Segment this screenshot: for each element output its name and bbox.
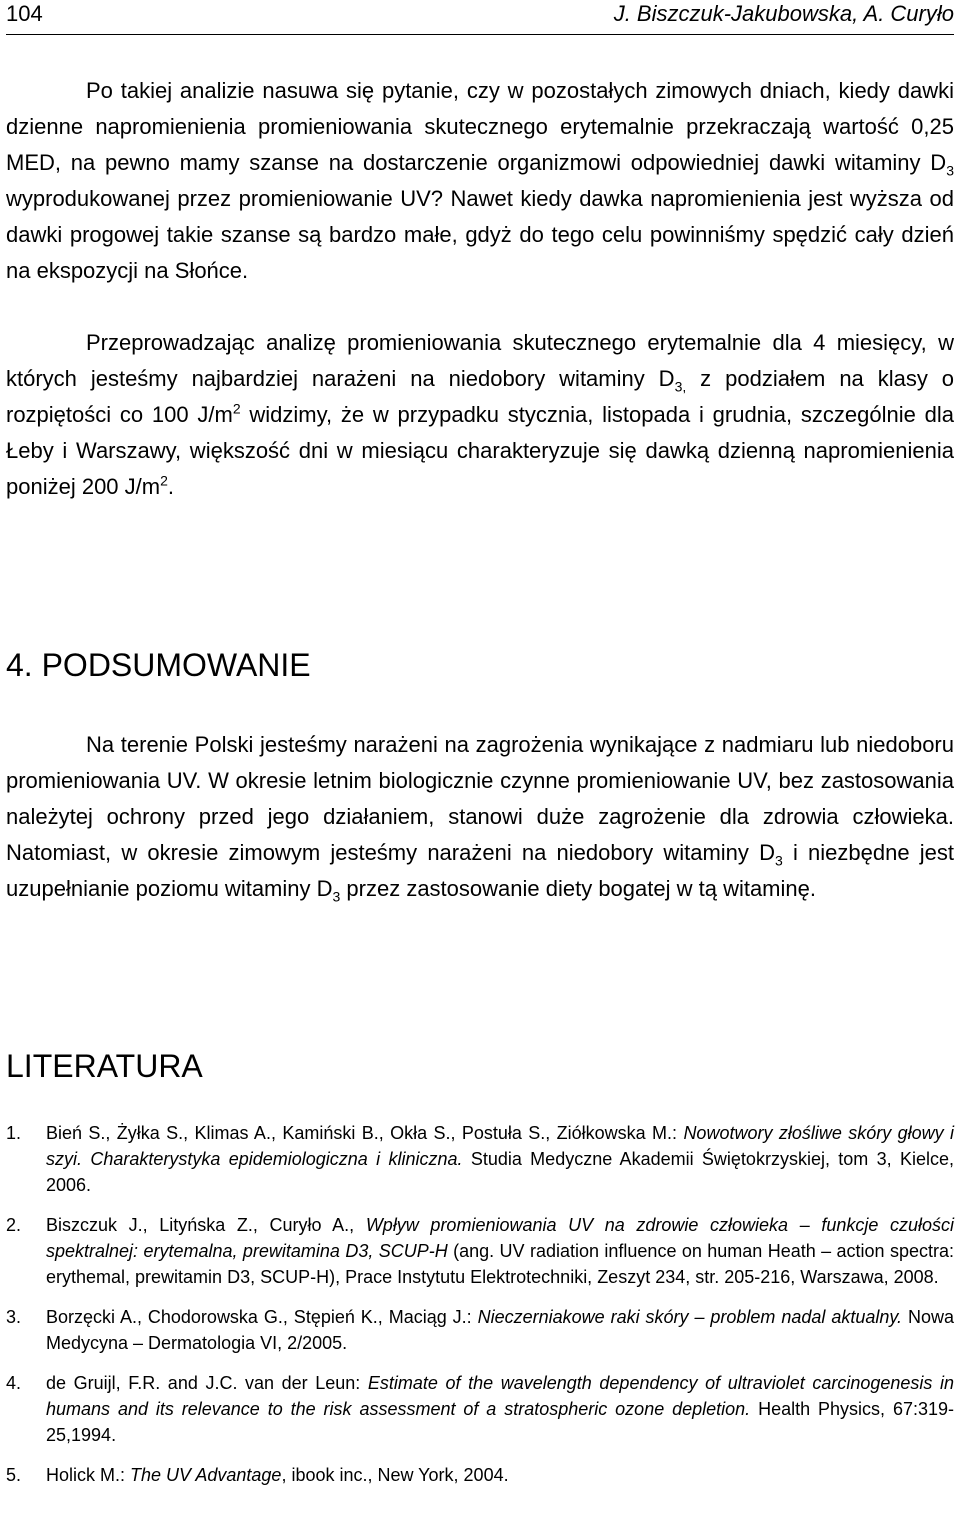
reference-source: Health Physics, 67:319-25,1994. [46, 1399, 954, 1445]
page-number: 104 [6, 1, 43, 26]
text: Po takiej analizie nasuwa się pytanie, czy w pozostałych zimowych dniach, kiedy dawki dzienne napromienienia promieniowania skutecznego erytemalnie przekraczają wartość 0,25 MED, na pewno mamy szanse na dostarczenie organizmowi odpowiedniej dawki witaminy D [6, 78, 954, 175]
reference-list [6, 1120, 954, 1502]
reference-source: (ang. UV radiation influence on human Heath – action spectra: erythemal, prewitamin D3, SCUP-H), Prace Instytutu Elektrotechniki, Zeszyt 234, str. 205-216, Warszawa, 2008. [46, 1241, 954, 1287]
text: Na terenie Polski jesteśmy narażeni na zagrożenia wynikające z nadmiaru lub niedoboru promieniowania UV. W okresie letnim biologicznie czynne promieniowanie UV, bez zastosowania należytej ochrony przed jego działaniem, stanowi duże zagrożenie dla zdrowia człowieka. Natomiast, w okresie zimowym jesteśmy narażeni na niedobory witaminy D [6, 732, 954, 865]
text: Przeprowadzając analizę promieniowania skutecznego erytemalnie dla 4 miesięcy, w których jesteśmy najbardziej narażeni na niedobory witaminy D [6, 330, 954, 391]
reference-number: 2. [6, 1215, 22, 1235]
reference-number: 4. [6, 1373, 22, 1393]
text: . [167, 474, 175, 499]
subscript: 3, [674, 378, 687, 395]
reference-title: Nieczerniakowe raki skóry – problem nadal aktualny. [477, 1307, 903, 1327]
reference-authors: Biszczuk J., Lityńska Z., Curyło A., [46, 1215, 366, 1235]
reference-title: Estimate of the wavelength dependency of ultraviolet carcinogenesis in humans and its relevance to the risk assessment of a stratospheric ozone depletion. [46, 1373, 954, 1419]
running-head: J. Biszczuk-Jakubowska, A. Curyło [613, 1, 954, 26]
reference-item [6, 1370, 954, 1448]
reference-authors: Borzęcki A., Chodorowska G., Stępień K., Maciąg J.: [46, 1307, 478, 1327]
text: widzimy, że w przypadku stycznia, listopada i grudnia, szczególnie dla Łeby i Warszawy, większość dni w miesiącu charakteryzuje się dawką dzienną napromienienia poniżej 200 J/m [6, 402, 954, 499]
section-heading-literature: LITERATURA [6, 1048, 203, 1084]
reference-source: , ibook inc., New York, 2004. [281, 1465, 509, 1485]
paragraph-1 [6, 73, 954, 289]
text: wyprodukowanej przez promieniowanie UV? Nawet kiedy dawka napromienienia jest wyższa od dawki progowej takie szanse są bardzo małe, gdyż do tego celu powinniśmy spędzić cały dzień na ekspozycji na Słońce. [6, 186, 954, 283]
text: przez zastosowanie diety bogatej w tą witaminę. [340, 876, 816, 901]
reference-authors: Holick M.: [46, 1465, 131, 1485]
reference-item [6, 1462, 954, 1488]
reference-number: 3. [6, 1307, 22, 1327]
subscript: 3 [946, 162, 954, 179]
superscript: 2 [160, 472, 168, 489]
reference-title: Wpływ promieniowania UV na zdrowie człowieka – funkcje czułości spektralnej: erytemalna, prewitamina D3, SCUP-H [46, 1215, 954, 1261]
subscript: 3 [775, 852, 783, 869]
subscript: 3 [332, 888, 341, 905]
paragraph-2 [6, 325, 954, 505]
reference-number: 1. [6, 1123, 22, 1143]
paragraph-summary [6, 727, 954, 907]
section-heading-summary: 4. PODSUMOWANIE [6, 647, 311, 683]
reference-item [6, 1304, 954, 1356]
page-header [6, 0, 954, 35]
reference-source: Nowa Medycyna – Dermatologia VI, 2/2005. [46, 1307, 954, 1353]
reference-number: 5. [6, 1465, 22, 1485]
reference-title: The UV Advantage [130, 1465, 282, 1485]
text: z podziałem na klasy o rozpiętości co 100 J/m [6, 366, 955, 427]
reference-authors: Bień S., Żyłka S., Klimas A., Kamiński B., Okła S., Postuła S., Ziółkowska M.: [46, 1123, 684, 1143]
reference-source: Studia Medyczne Akademii Świętokrzyskiej, tom 3, Kielce, 2006. [46, 1149, 954, 1195]
text: i niezbędne jest uzupełnianie poziomu witaminy D [6, 840, 954, 901]
reference-title: Nowotwory złośliwe skóry głowy i szyi. Charakterystyka epidemiologiczna i kliniczna. [46, 1123, 954, 1169]
reference-item [6, 1212, 954, 1290]
reference-item [6, 1120, 954, 1198]
reference-authors: de Gruijl, F.R. and J.C. van der Leun: [46, 1373, 368, 1393]
superscript: 2 [232, 400, 241, 417]
